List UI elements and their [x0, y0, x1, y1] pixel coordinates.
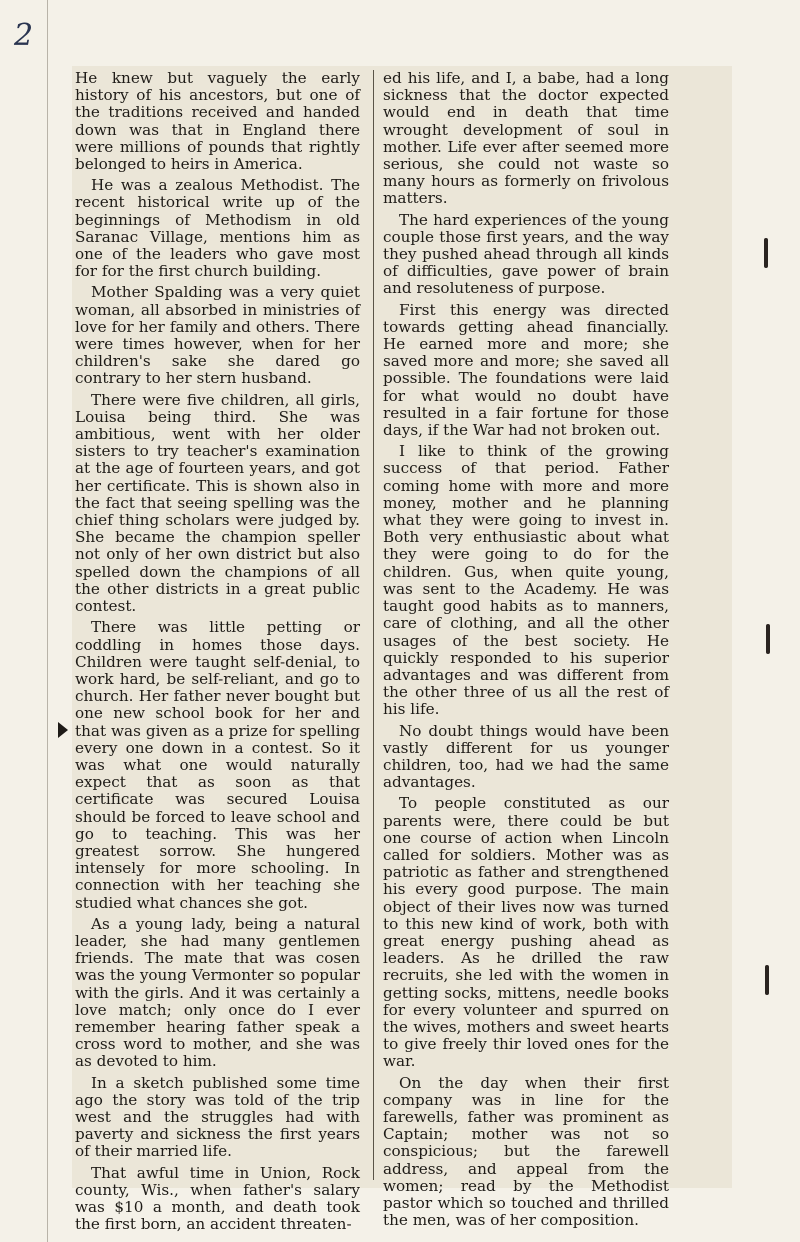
- margin-mark: [766, 624, 770, 654]
- paragraph: He was a zealous Methodist. The recent historical write up of the beginnings of Methodism in old Saranac Village, mentions him as one of the leaders who gave most for for the first church building.: [75, 176, 360, 281]
- page-number: 2: [14, 18, 34, 53]
- margin-tick-mark: [58, 722, 68, 738]
- margin-line: [47, 0, 48, 1242]
- paragraph: In a sketch published some time ago the story was told of the trip west and the struggles had with paverty and sickness the first years of their married life.: [75, 1073, 360, 1161]
- right-column: [383, 70, 669, 1233]
- paragraph: There were five children, all girls, Louisa being third. She was ambitious, went with her older sisters to try teacher's examination at the age of fourteen years, and got her certificate. This is shown also in the fact that seeing spelling was the chief thing scholars were judged by. She became the champion speller not only of her own district but also spelled down the champions of all the other districts in a great public contest.: [75, 390, 360, 616]
- paragraph: ed his life, and I, a babe, had a long sickness that the doctor expected would end in death that time wrought development of soul in mother. Life ever after seemed more serious, she could not waste so many hours as formerly on frivolous matters.: [383, 69, 669, 208]
- paragraph: The hard experiences of the young couple those first years, and the way they pushed ahead through all kinds of difficulties, gave power of brain and resoluteness of purpose.: [383, 210, 669, 298]
- left-column: [75, 70, 360, 1237]
- paragraph: No doubt things would have been vastly different for us younger children, too, had we had the same advantages.: [383, 721, 669, 792]
- paragraph: I like to think of the growing success of that period. Father coming home with more and more money, mother and he planning what they were going to invest in. Both very enthusiastic about what they were going to do for the children. Gus, when quite young, was sent to the Academy. He was taught good habits as to manners, care of clothing, and all the other usages of the best society. He quickly responded to his superior advantages and was different from the other three of us all the rest of his life.: [383, 442, 669, 719]
- margin-mark: [765, 965, 769, 995]
- paragraph: To people constituted as our parents were, there could be but one course of action when Lincoln called for soldiers. Mother was as patriotic as father and strengthened his every good purpose. The main object of their lives now was turned to this new kind of work, both with great energy pushing ahead as leaders. As he drilled the raw recruits, she led with the women in getting socks, mittens, needle books for every volunteer and spurred on the wives, mothers and sweet hearts to give freely thir loved ones for the war.: [383, 794, 669, 1071]
- paragraph: Mother Spalding was a very quiet woman, all absorbed in ministries of love for her family and others. There were times however, when for her children's sake she dared go contrary to her stern husband.: [75, 283, 360, 388]
- paragraph: There was little petting or coddling in homes those days. Children were taught self-denial, to work hard, be self-reliant, and go to church. Her father never bought but one new school book for her and that was given as a prize for spelling every one down in a contest. So it was what one would naturally expect that as soon as that certificate was secured Louisa should be forced to leave school and go to teaching. This was her greatest sorrow. She hungered intensely for more schooling. In connection with her teaching she studied what chances she got.: [75, 618, 360, 912]
- paragraph: On the day when their first company was in line for the farewells, father was prominent as Captain; mother was not so conspicious; but the farewell address, and appeal from the women; read by the Methodist pastor which so touched and thrilled the men, was of her composition.: [383, 1073, 669, 1230]
- paragraph: That awful time in Union, Rock county, Wis., when father's salary was $10 a month, and death took the first born, an accident threaten-: [75, 1163, 360, 1234]
- column-divider: [373, 70, 374, 1180]
- margin-mark: [764, 238, 768, 268]
- paragraph: He knew but vaguely the early history of his ancestors, but one of the traditions received and handed down was that in England there were millions of pounds that rightly belonged to heirs in America.: [75, 69, 360, 174]
- paragraph: First this energy was directed towards getting ahead financially. He earned more and more; she saved more and more; she saved all possible. The foundations were laid for what would no doubt have resulted in a fair fortune for those days, if the War had not broken out.: [383, 300, 669, 440]
- paragraph: As a young lady, being a natural leader, she had many gentlemen friends. The mate that was cosen was the young Vermonter so popular with the girls. And it was certainly a love match; only once do I ever remember hearing father speak a cross word to mother, and she was as devoted to him.: [75, 914, 360, 1071]
